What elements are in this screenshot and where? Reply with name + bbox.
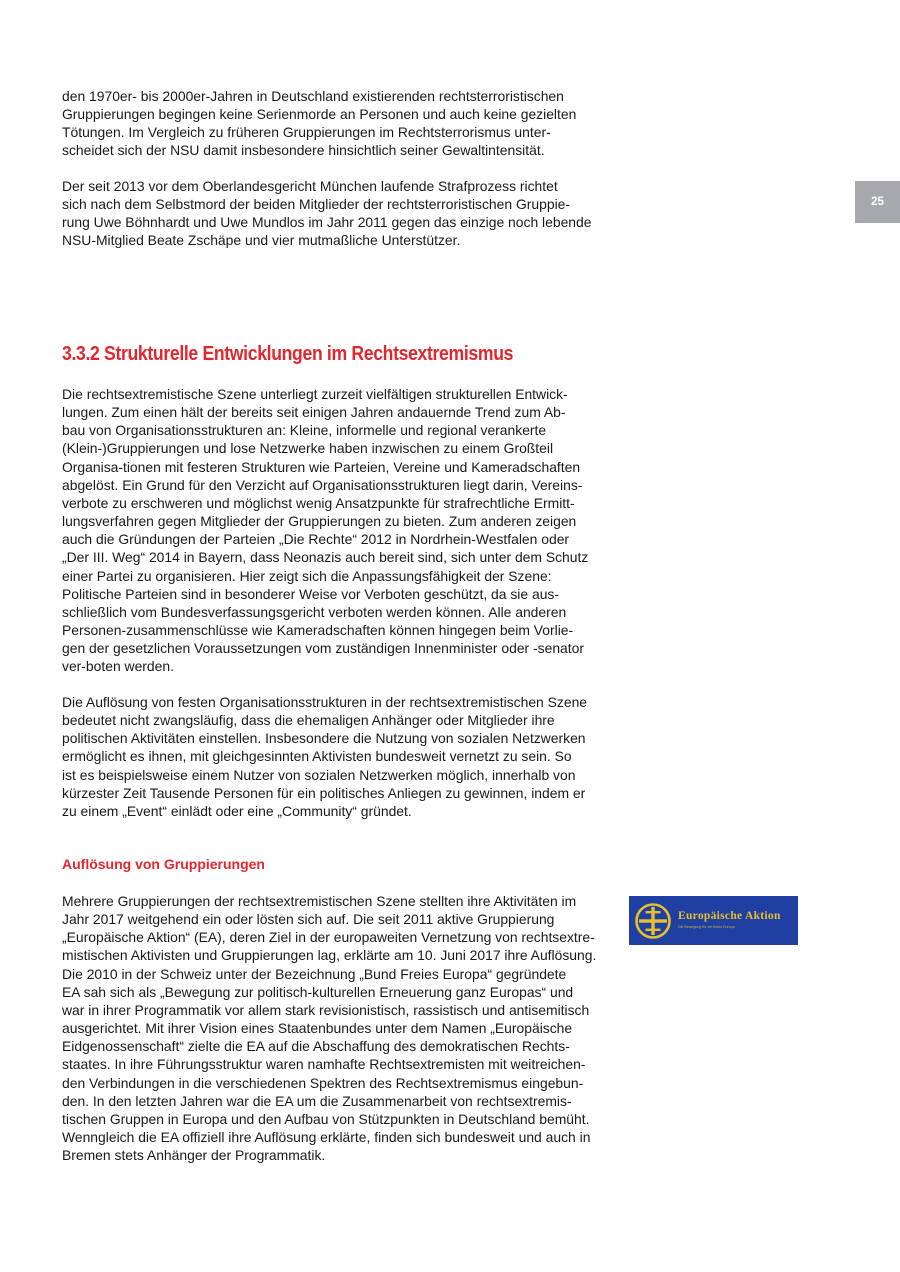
intro-paragraph-1 [62,87,622,160]
text-line: politischen Aktivitäten einstellen. Insbesondere die Nutzung von sozialen Netzwerken [62,730,586,747]
page-number: 25 [871,196,884,208]
paragraph-text [62,892,622,1164]
section-paragraph-1 [62,385,622,676]
text-line: einer Partei zu organisieren. Hier zeigt sich die Anpassungsfähigkeit der Szene: [62,567,552,584]
text-line: Organisa-tionen mit festeren Strukturen wie Parteien, Vereine und Kameradschaften [62,458,581,475]
text-line: „Der III. Weg“ 2014 in Bayern, dass Neonazis auch bereit sind, sich unter dem Schutz [62,549,589,566]
logo-tagline: Die Bewegung für ein freies Europa [678,924,735,929]
text-line: „Europäische Aktion“ (EA), deren Ziel in der europaweiten Vernetzung von rechtsextre- [62,929,595,946]
text-line: Die Auflösung von festen Organisationsstrukturen in der rechtsextremistischen Szene [62,694,588,710]
intro-paragraph-2 [62,177,622,250]
text-line: Gruppierungen begingen keine Serienmorde an Personen und auch keine gezielten [62,106,577,123]
text-line: Politische Parteien sind in besonderer Weise vor Verboten geschützt, da sie aus- [62,585,559,602]
text-line: sich nach dem Selbstmord der beiden Mitglieder der rechtsterroristischen Gruppie- [62,196,571,213]
text-line: den. In den letzten Jahren war die EA um die Zusammenarbeit von rechtsextremis- [62,1092,572,1109]
paragraph-text [62,87,622,160]
section-heading: 3.3.2 Strukturelle Entwicklungen im Rechtsextremismus [62,342,514,365]
paragraph-text [62,693,622,820]
text-line: zu einem „Event“ einlädt oder eine „Community“ gründet. [62,802,412,819]
logo-name: Europäische Aktion [678,910,781,923]
text-line: den 1970er- bis 2000er-Jahren in Deutschland existierenden rechtsterroristischen [62,88,564,104]
text-line: Bremen stets Anhänger der Programmatik. [62,1147,326,1164]
text-line: gen der gesetzlichen Voraussetzungen vom zuständigen Innenminister oder -senator [62,640,584,657]
text-line: auch die Gründungen der Parteien „Die Rechte“ 2012 in Nordrhein-Westfalen oder [62,531,570,548]
text-line: Personen-zusammenschlüsse wie Kameradschaften können hingegen beim Vorlie- [62,622,574,639]
paragraph-text [62,385,622,676]
section-paragraph-2 [62,693,622,820]
text-line: den Verbindungen in die verschiedenen Spektren des Rechtsextremismus eingebun- [62,1074,584,1091]
text-line: rung Uwe Böhnhardt und Uwe Mundlos im Jahr 2011 gegen das einzige noch lebende [62,214,592,231]
text-line: scheidet sich der NSU damit insbesondere hinsichtlich seiner Gewaltintensität. [62,142,545,159]
text-line: schließlich vom Bundesverfassungsgericht verboten werden können. Alle anderen [62,603,567,620]
text-line: Tötungen. Im Vergleich zu früheren Gruppierungen im Rechtsterrorismus unter- [62,124,551,141]
subsection-paragraph [62,892,622,1164]
text-line: lungen. Zum einen hält der bereits seit einigen Jahren andauernde Trend zum Ab- [62,404,566,421]
text-line: verbote zu erschweren und möglichst wenig Ansatzpunkte für strafrechtliche Ermitt- [62,494,575,511]
text-line: kürzester Zeit Tausende Personen für ein politisches Anliegen zu gewinnen, indem er [62,784,586,801]
text-line: staates. In ihre Führungsstruktur waren namhafte Rechtsextremisten mit weitreichen- [62,1056,586,1073]
text-line: Die 2010 in der Schweiz unter der Bezeichnung „Bund Freies Europa“ gegründete [62,965,567,982]
paragraph-text [62,177,622,250]
text-line: lungsverfahren gegen Mitglieder der Gruppierungen zu bieten. Zum anderen zeigen [62,513,577,530]
celtic-cross-icon [634,902,672,940]
text-line: Eidgenossenschaft“ zielte die EA auf die Abschaffung des demokratischen Rechts- [62,1038,570,1055]
text-line: ver-boten werden. [62,658,174,675]
text-line: Der seit 2013 vor dem Oberlandesgericht München laufende Strafprozess richtet [62,178,558,194]
text-line: bedeutet nicht zwangsläufig, dass die ehemaligen Anhänger oder Mitglieder ihre [62,712,555,729]
europaeische-aktion-logo [629,896,798,945]
page-number-tab [855,181,900,223]
text-line: EA sah sich als „Bewegung zur politisch-kulturellen Erneuerung ganz Europas“ und [62,983,574,1000]
text-line: Wenngleich die EA offiziell ihre Auflösung erklärte, finden sich bundesweit und auch in [62,1129,591,1146]
text-line: mistischen Aktivisten und Gruppierungen lag, erklärte am 10. Juni 2017 ihre Auflösung. [62,947,597,964]
text-line: bau von Organisationsstrukturen an: Kleine, informelle und regional verankerte [62,422,547,439]
text-line: (Klein-)Gruppierungen und lose Netzwerke haben inzwischen zu einem Großteil [62,440,554,457]
text-line: war in ihrer Programmatik vor allem stark revisionistisch, rassistisch und antisemitisch [62,1001,590,1018]
text-line: ermöglicht es ihnen, mit gleichgesinnten Aktivisten bundesweit vernetzt zu sein. So [62,748,572,765]
text-line: ausgerichtet. Mit ihrer Vision eines Staatenbundes unter dem Namen „Europäische [62,1020,573,1037]
text-line: tischen Gruppen in Europa und den Aufbau von Stützpunkten in Deutschland bemüht. [62,1110,590,1127]
text-line: abgelöst. Ein Grund für den Verzicht auf Organisationsstrukturen liegt darin, Vereins- [62,476,583,493]
text-line: Mehrere Gruppierungen der rechtsextremistischen Szene stellten ihre Aktivitäten im [62,893,577,909]
subsection-heading: Auflösung von Gruppierungen [62,856,265,872]
text-line: Jahr 2017 weitgehend ein oder lösten sich auf. Die seit 2011 aktive Gruppierung [62,911,555,928]
text-line: NSU-Mitglied Beate Zschäpe und vier mutmaßliche Unterstützer. [62,232,461,249]
text-line: ist es beispielsweise einem Nutzer von sozialen Netzwerken möglich, innerhalb von [62,766,576,783]
text-line: Die rechtsextremistische Szene unterliegt zurzeit vielfältigen strukturellen Entwick- [62,386,568,402]
